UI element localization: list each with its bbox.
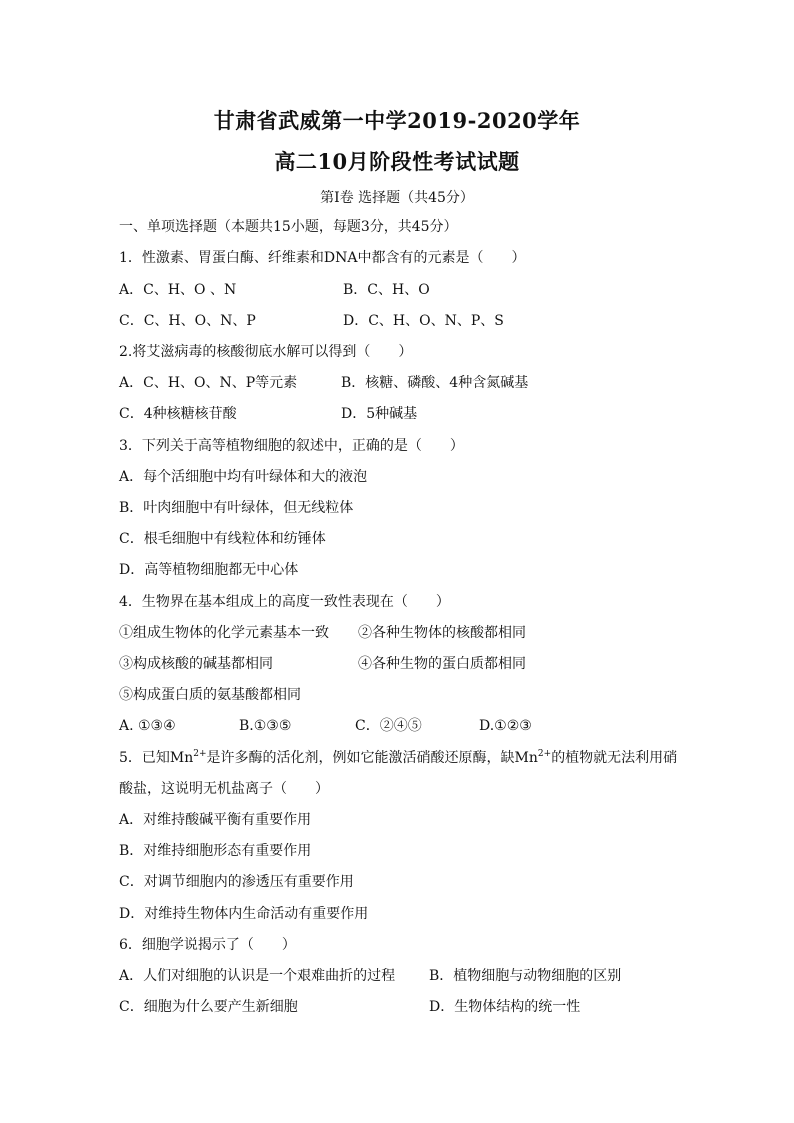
question-3-option-d: D．高等植物细胞都无中心体: [119, 562, 299, 578]
question-4-statement-5: ⑤构成蛋白质的氨基酸都相同: [119, 687, 301, 703]
question-1-option-b: B．C、H、O: [343, 282, 430, 298]
question-2-stem: 2.将艾滋病毒的核酸彻底水解可以得到（ ）: [119, 344, 413, 360]
question-1-option-a: A．C、H、O 、N: [119, 282, 237, 298]
part-heading: 一、单项选择题（本题共15小题，每题3分，共45分）: [119, 219, 458, 235]
question-4-option-d: D.①②③: [479, 718, 532, 734]
question-5-option-a: A．对维持酸碱平衡有重要作用: [119, 812, 312, 828]
question-2-option-a: A．C、H、O、N、P等元素: [119, 375, 298, 391]
question-5-stem-part1: 5．已知Mn: [119, 750, 194, 766]
question-4-statement-4: ④各种生物的蛋白质都相同: [358, 656, 526, 672]
question-3-option-b: B．叶肉细胞中有叶绿体，但无线粒体: [119, 500, 354, 516]
question-2-option-b: B．核糖、磷酸、4种含氮碱基: [341, 375, 529, 391]
question-6-option-b: B．植物细胞与动物细胞的区别: [429, 968, 622, 984]
question-5-option-c: C．对调节细胞内的渗透压有重要作用: [119, 874, 354, 890]
question-4-statement-1: ①组成生物体的化学元素基本一致: [119, 625, 329, 641]
question-3-option-a: A．每个活细胞中均有叶绿体和大的液泡: [119, 469, 368, 485]
question-4-statement-3: ③构成核酸的碱基都相同: [119, 656, 273, 672]
question-2-option-d: D．5种碱基: [341, 406, 418, 422]
question-5-option-b: B．对维持细胞形态有重要作用: [119, 843, 312, 859]
question-4-option-a: A. ①③④: [119, 718, 176, 734]
question-6-stem: 6．细胞学说揭示了（ ）: [119, 937, 296, 953]
question-6-option-a: A．人们对细胞的认识是一个艰难曲折的过程: [119, 968, 396, 984]
question-1-option-c: C．C、H、O、N、P: [119, 313, 256, 329]
question-4-stem: 4．生物界在基本组成上的高度一致性表现在（ ）: [119, 594, 450, 610]
question-3-option-c: C．根毛细胞中有线粒体和纺锤体: [119, 531, 326, 547]
section-heading: 第Ⅰ卷 选择题（共45分）: [320, 190, 474, 206]
question-4-option-c: C．②④⑤: [355, 718, 422, 734]
question-5-stem-line2: 酸盐，这说明无机盐离子（ ）: [119, 781, 329, 797]
question-5-superscript-2: 2+: [537, 749, 552, 759]
question-5-option-d: D．对维持生物体内生命活动有重要作用: [119, 906, 369, 922]
question-5-stem-part3: 的植物就无法利用硝: [551, 750, 678, 766]
question-5-stem: [119, 749, 677, 767]
question-4-statement-2: ②各种生物体的核酸都相同: [358, 625, 526, 641]
question-5-superscript-1: 2+: [193, 749, 207, 759]
question-6-option-d: D．生物体结构的统一性: [429, 999, 581, 1015]
question-5-stem-part2: 是许多酶的活化剂，例如它能激活硝酸还原酶，缺Mn: [206, 750, 538, 766]
question-6-option-c: C．细胞为什么要产生新细胞: [119, 999, 298, 1015]
question-1-stem: 1．性激素、胃蛋白酶、纤维素和DNA中都含有的元素是（ ）: [119, 250, 526, 266]
exam-title-line1: 甘肃省武威第一中学2019-2020学年: [213, 108, 581, 133]
question-2-option-c: C．4种核糖核苷酸: [119, 406, 237, 422]
question-4-option-b: B.①③⑤: [239, 718, 292, 734]
question-1-option-d: D．C、H、O、N、P、S: [343, 313, 504, 329]
question-3-stem: 3．下列关于高等植物细胞的叙述中，正确的是（ ）: [119, 438, 464, 454]
exam-title-line2: 高二10月阶段性考试试题: [274, 149, 520, 174]
